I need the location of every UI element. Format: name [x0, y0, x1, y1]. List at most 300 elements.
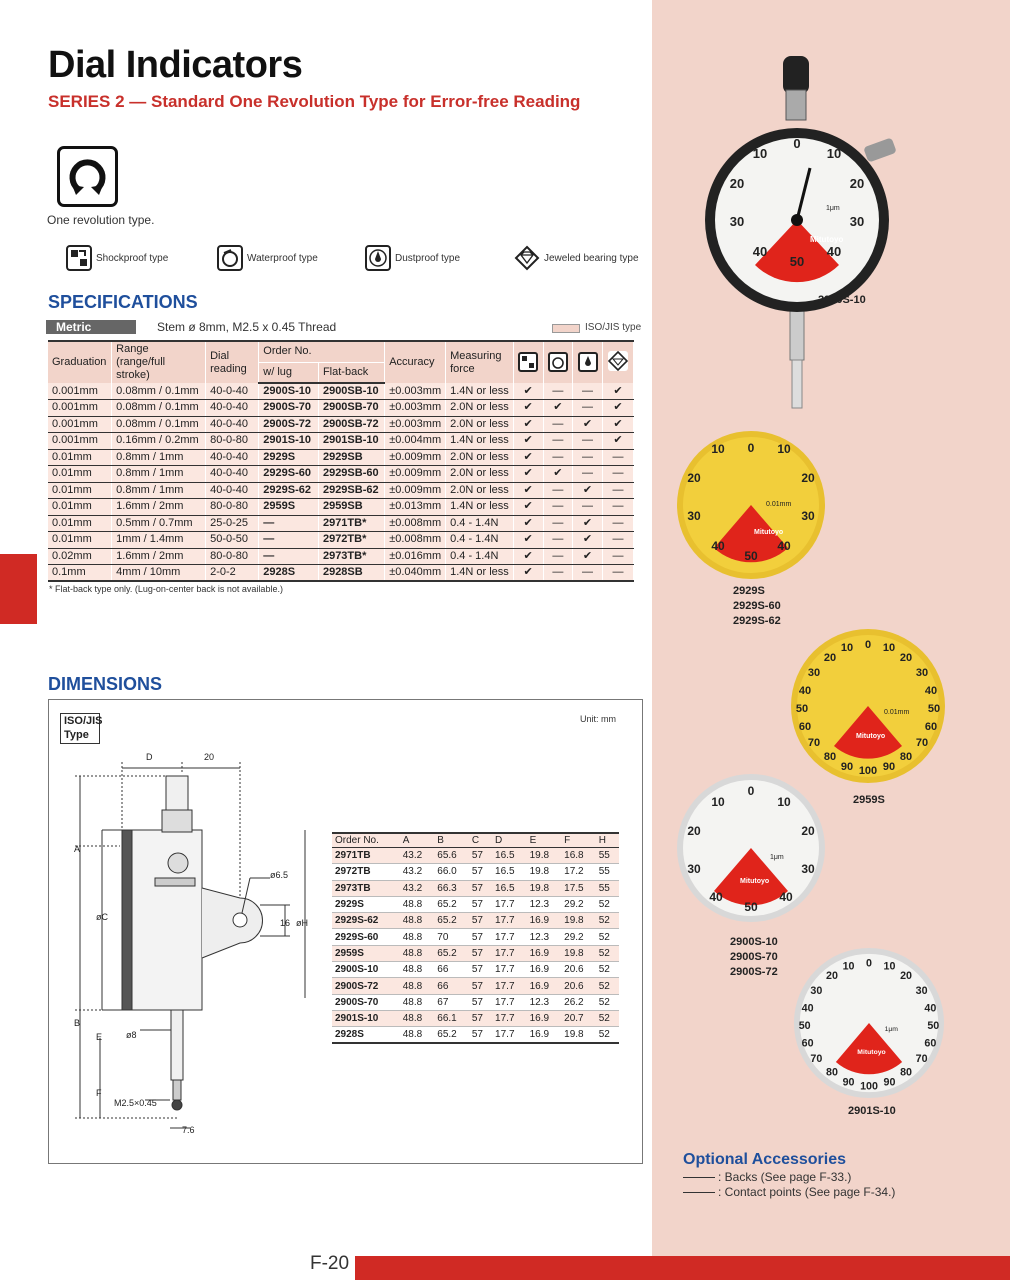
svg-text:50: 50 — [789, 254, 805, 269]
svg-text:90: 90 — [883, 1076, 896, 1089]
svg-text:20: 20 — [899, 652, 913, 664]
svg-text:70: 70 — [807, 737, 821, 749]
svg-text:10: 10 — [777, 442, 791, 456]
spec-cell-grad: 0.01mm — [48, 499, 112, 516]
spec-cell-jewel: ✔ — [602, 383, 633, 400]
dim-label-phi8: ø8 — [126, 1030, 137, 1040]
spec-row — [48, 433, 634, 450]
spec-cell-range: 0.08mm / 0.1mm — [112, 400, 206, 417]
dim-cell: 19.8 — [561, 913, 596, 929]
col-waterproof — [543, 341, 573, 383]
spec-cell-shock: ✔ — [513, 515, 543, 532]
svg-text:20: 20 — [849, 176, 865, 191]
dimensions-table — [332, 832, 619, 1044]
spec-cell-force: 2.0N or less — [446, 449, 514, 466]
page-subtitle: SERIES 2 — Standard One Revolution Type for Error-free Reading — [48, 92, 581, 111]
dim-cell: 57 — [469, 880, 492, 896]
spec-cell-jewel: ✔ — [602, 400, 633, 417]
spec-cell-dial: 25-0-25 — [206, 515, 259, 532]
dim-label-f: F — [96, 1088, 102, 1098]
spec-cell-grad: 0.01mm — [48, 466, 112, 483]
svg-text:20: 20 — [801, 471, 815, 485]
spec-cell-dial: 40-0-40 — [206, 466, 259, 483]
dim-cell: 57 — [469, 994, 492, 1010]
spec-cell-water: — — [543, 416, 573, 433]
dim-cell: 66 — [434, 978, 469, 994]
spec-cell-force: 0.4 - 1.4N — [446, 548, 514, 565]
dim-row — [332, 896, 619, 912]
spec-footnote: * Flat-back type only. (Lug-on-center back is not available.) — [49, 584, 283, 594]
dim-cell: 20.6 — [561, 962, 596, 978]
dim-cell: 16.5 — [492, 864, 527, 880]
spec-cell-dial: 80-0-80 — [206, 433, 259, 450]
spec-cell-lug: 2900S-72 — [259, 416, 319, 433]
dim-cell: 66.0 — [434, 864, 469, 880]
spec-cell-lug: 2929S — [259, 449, 319, 466]
spec-cell-flat: 2929SB-62 — [318, 482, 384, 499]
dim-cell: 65.2 — [434, 896, 469, 912]
svg-text:50: 50 — [927, 1019, 940, 1032]
dim-cell: 52 — [596, 994, 619, 1010]
spec-cell-lug: 2928S — [259, 565, 319, 582]
dim-cell: 57 — [469, 962, 492, 978]
spec-cell-dial: 40-0-40 — [206, 449, 259, 466]
spec-cell-shock: ✔ — [513, 565, 543, 582]
dim-label-b: B — [74, 1018, 81, 1028]
svg-text:0.01mm: 0.01mm — [766, 501, 792, 508]
dim-cell: 65.2 — [434, 945, 469, 961]
dial-face-2900S — [676, 773, 826, 923]
spec-cell-force: 0.4 - 1.4N — [446, 532, 514, 549]
dim-cell: 57 — [469, 1010, 492, 1026]
svg-text:30: 30 — [915, 984, 928, 997]
dim-cell: 16.9 — [527, 1027, 562, 1043]
svg-text:10: 10 — [883, 960, 896, 973]
spec-cell-grad: 0.01mm — [48, 482, 112, 499]
spec-cell-water: — — [543, 565, 573, 582]
spec-cell-range: 0.8mm / 1mm — [112, 466, 206, 483]
dim-col-header: D — [492, 833, 527, 848]
svg-text:30: 30 — [687, 509, 701, 523]
dim-cell: 57 — [469, 1027, 492, 1043]
dim-row — [332, 848, 619, 864]
dim-cell: 2929S — [332, 896, 400, 912]
spec-row — [48, 565, 634, 582]
spec-row — [48, 532, 634, 549]
spec-cell-acc: ±0.003mm — [385, 400, 446, 417]
spec-cell-shock: ✔ — [513, 499, 543, 516]
dim-cell: 26.2 — [561, 994, 596, 1010]
spec-cell-force: 1.4N or less — [446, 565, 514, 582]
spec-cell-grad: 0.001mm — [48, 383, 112, 400]
spec-cell-lug: 2900S-10 — [259, 383, 319, 400]
dim-cell: 52 — [596, 978, 619, 994]
spec-cell-flat: 2901SB-10 — [318, 433, 384, 450]
svg-text:40: 40 — [924, 685, 938, 697]
dim-cell: 29.2 — [561, 929, 596, 945]
dim-cell: 55 — [596, 864, 619, 880]
spec-cell-acc: ±0.009mm — [385, 466, 446, 483]
svg-text:40: 40 — [752, 244, 768, 259]
spec-cell-water: — — [543, 499, 573, 516]
spec-cell-dust: — — [573, 466, 603, 483]
shockproof-icon — [518, 352, 538, 372]
svg-text:90: 90 — [840, 761, 854, 773]
spec-cell-dust: ✔ — [573, 532, 603, 549]
dim-cell: 70 — [434, 929, 469, 945]
dim-cell: 17.7 — [492, 913, 527, 929]
spec-cell-force: 1.4N or less — [446, 499, 514, 516]
spec-cell-acc: ±0.013mm — [385, 499, 446, 516]
spec-cell-water: — — [543, 449, 573, 466]
svg-text:10: 10 — [752, 146, 768, 161]
dim-cell: 48.8 — [400, 978, 435, 994]
dim-cell: 2900S-72 — [332, 978, 400, 994]
dim-cell: 16.9 — [527, 962, 562, 978]
accessory-backs: : Backs (See page F-33.) — [683, 1170, 851, 1184]
svg-text:50: 50 — [744, 900, 758, 914]
dim-label-d: D — [146, 752, 153, 762]
jeweled-bearing-icon — [608, 351, 628, 371]
spec-cell-flat: 2959SB — [318, 499, 384, 516]
spec-cell-range: 1.6mm / 2mm — [112, 499, 206, 516]
svg-text:20: 20 — [729, 176, 745, 191]
dim-cell: 52 — [596, 896, 619, 912]
svg-text:60: 60 — [924, 721, 938, 733]
svg-text:1μm: 1μm — [884, 1025, 898, 1033]
svg-text:20: 20 — [900, 970, 912, 983]
spec-cell-acc: ±0.008mm — [385, 515, 446, 532]
dim-cell: 2972TB — [332, 864, 400, 880]
spec-cell-range: 1mm / 1.4mm — [112, 532, 206, 549]
dimension-drawing — [60, 748, 320, 1140]
svg-text:20: 20 — [801, 824, 815, 838]
dial-caption-2929S: 2929S 2929S-60 2929S-62 — [733, 585, 781, 627]
col-range: Range (range/full stroke) — [112, 341, 206, 383]
dim-cell: 52 — [596, 945, 619, 961]
dim-cell: 48.8 — [400, 913, 435, 929]
svg-text:30: 30 — [807, 667, 821, 679]
spec-cell-dial: 50-0-50 — [206, 532, 259, 549]
spec-cell-lug: 2929S-60 — [259, 466, 319, 483]
dim-cell: 19.8 — [561, 1027, 596, 1043]
svg-text:10: 10 — [842, 960, 855, 973]
dim-cell: 65.2 — [434, 1027, 469, 1043]
spec-cell-range: 0.5mm / 0.7mm — [112, 515, 206, 532]
dim-cell: 52 — [596, 1027, 619, 1043]
section-tab-marker — [0, 554, 37, 624]
optional-accessories-heading: Optional Accessories — [683, 1151, 847, 1168]
dim-cell: 43.2 — [400, 880, 435, 896]
spec-cell-water: — — [543, 532, 573, 549]
shockproof-icon — [66, 245, 92, 271]
specifications-table — [48, 340, 634, 582]
spec-cell-shock: ✔ — [513, 433, 543, 450]
spec-cell-acc: ±0.009mm — [385, 449, 446, 466]
hero-unit: 1μm — [826, 205, 840, 212]
dim-cell: 52 — [596, 1010, 619, 1026]
dim-col-header: H — [596, 833, 619, 848]
dim-cell: 66 — [434, 962, 469, 978]
svg-text:20: 20 — [826, 970, 838, 983]
spec-cell-grad: 0.1mm — [48, 565, 112, 582]
spec-cell-range: 0.08mm / 0.1mm — [112, 416, 206, 433]
footer-bar — [355, 1256, 1010, 1280]
spec-cell-acc: ±0.003mm — [385, 383, 446, 400]
dim-label-c: øC — [96, 912, 108, 922]
dim-label-a: A — [74, 844, 81, 854]
spec-cell-grad: 0.001mm — [48, 433, 112, 450]
spec-cell-force: 0.4 - 1.4N — [446, 515, 514, 532]
dim-cell: 55 — [596, 848, 619, 864]
dim-cell: 16.5 — [492, 848, 527, 864]
svg-text:30: 30 — [915, 667, 929, 679]
spec-cell-shock: ✔ — [513, 416, 543, 433]
dustproof-icon — [365, 245, 391, 271]
iso-legend-swatch — [552, 324, 580, 333]
dim-cell: 2971TB — [332, 848, 400, 864]
specifications-heading: SPECIFICATIONS — [48, 292, 198, 312]
svg-text:40: 40 — [798, 685, 812, 697]
spec-cell-dust: ✔ — [573, 482, 603, 499]
dim-cell: 16.5 — [492, 880, 527, 896]
dim-cell: 16.8 — [561, 848, 596, 864]
svg-text:10: 10 — [711, 795, 725, 809]
svg-text:20: 20 — [687, 471, 701, 485]
dim-cell: 19.8 — [527, 848, 562, 864]
dim-cell: 43.2 — [400, 848, 435, 864]
dim-col-header: B — [434, 833, 469, 848]
spec-cell-jewel: — — [602, 482, 633, 499]
dim-cell: 65.6 — [434, 848, 469, 864]
dim-row — [332, 962, 619, 978]
spec-cell-lug: — — [259, 532, 319, 549]
dim-row — [332, 864, 619, 880]
spec-cell-jewel: ✔ — [602, 416, 633, 433]
spec-cell-jewel: — — [602, 449, 633, 466]
col-jeweled — [602, 341, 633, 383]
spec-cell-flat: 2900SB-70 — [318, 400, 384, 417]
spec-cell-force: 2.0N or less — [446, 400, 514, 417]
dim-cell: 57 — [469, 896, 492, 912]
spec-cell-water: — — [543, 433, 573, 450]
dim-cell: 17.7 — [492, 929, 527, 945]
spec-cell-shock: ✔ — [513, 383, 543, 400]
dim-cell: 17.7 — [492, 1027, 527, 1043]
spec-row — [48, 515, 634, 532]
spec-cell-dust: ✔ — [573, 416, 603, 433]
svg-text:40: 40 — [711, 539, 725, 553]
svg-text:0: 0 — [793, 136, 801, 151]
dim-cell: 16.9 — [527, 978, 562, 994]
svg-text:40: 40 — [709, 890, 723, 904]
dim-label-76: 7.6 — [182, 1125, 195, 1135]
col-w-lug: w/ lug — [259, 362, 319, 383]
dim-row — [332, 1010, 619, 1026]
spec-cell-dust: — — [573, 433, 603, 450]
dim-cell: 17.2 — [561, 864, 596, 880]
spec-row — [48, 499, 634, 516]
dim-cell: 20.7 — [561, 1010, 596, 1026]
stem-note: Stem ø 8mm, M2.5 x 0.45 Thread — [157, 320, 337, 334]
spec-cell-dial: 40-0-40 — [206, 416, 259, 433]
spec-cell-dial: 40-0-40 — [206, 383, 259, 400]
spec-cell-dust: — — [573, 449, 603, 466]
dim-label-thread: M2.5×0.45 — [114, 1098, 157, 1108]
dim-cell: 2900S-10 — [332, 962, 400, 978]
spec-cell-grad: 0.01mm — [48, 532, 112, 549]
shockproof-legend: Shockproof type — [66, 244, 168, 272]
spec-cell-force: 2.0N or less — [446, 466, 514, 483]
spec-cell-water: — — [543, 383, 573, 400]
svg-text:Mitutoyo: Mitutoyo — [740, 878, 770, 885]
spec-cell-lug: — — [259, 548, 319, 565]
spec-cell-shock: ✔ — [513, 400, 543, 417]
svg-text:80: 80 — [823, 751, 837, 763]
spec-cell-water: — — [543, 515, 573, 532]
svg-text:70: 70 — [915, 1052, 928, 1065]
spec-cell-grad: 0.01mm — [48, 515, 112, 532]
spec-cell-flat: 2928SB — [318, 565, 384, 582]
svg-text:0: 0 — [747, 441, 755, 455]
dim-cell: 52 — [596, 962, 619, 978]
dim-cell: 57 — [469, 848, 492, 864]
dim-cell: 48.8 — [400, 945, 435, 961]
dim-row — [332, 913, 619, 929]
col-flat-back: Flat-back — [318, 362, 384, 383]
spec-cell-lug: 2959S — [259, 499, 319, 516]
dim-cell: 17.7 — [492, 945, 527, 961]
spec-cell-range: 4mm / 10mm — [112, 565, 206, 582]
svg-text:0: 0 — [747, 784, 755, 798]
svg-text:20: 20 — [687, 824, 701, 838]
spec-cell-water: — — [543, 482, 573, 499]
spec-cell-acc: ±0.040mm — [385, 565, 446, 582]
svg-text:70: 70 — [915, 737, 929, 749]
metric-tag: Metric — [46, 320, 136, 334]
dim-cell: 57 — [469, 978, 492, 994]
svg-text:30: 30 — [801, 862, 815, 876]
dial-caption-2900S: 2900S-10 2900S-70 2900S-72 — [730, 936, 778, 978]
svg-text:10: 10 — [777, 795, 791, 809]
dim-cell: 17.7 — [492, 962, 527, 978]
spec-cell-dial: 40-0-40 — [206, 482, 259, 499]
col-dial-reading: Dial reading — [206, 341, 259, 383]
iso-jis-type-label: ISO/JIS Type — [60, 713, 100, 744]
spec-cell-water: — — [543, 548, 573, 565]
spec-cell-grad: 0.001mm — [48, 400, 112, 417]
spec-cell-flat: 2900SB-10 — [318, 383, 384, 400]
dim-label-16: 16 — [280, 918, 291, 928]
dim-cell: 19.8 — [561, 945, 596, 961]
spec-cell-jewel: — — [602, 532, 633, 549]
dim-cell: 48.8 — [400, 929, 435, 945]
dial-face-2959S — [790, 628, 946, 784]
spec-cell-acc: ±0.008mm — [385, 532, 446, 549]
dim-cell: 52 — [596, 913, 619, 929]
svg-text:40: 40 — [801, 1002, 814, 1015]
svg-text:0: 0 — [866, 957, 872, 970]
svg-text:80: 80 — [826, 1066, 838, 1079]
col-measuring-force: Measuring force — [446, 341, 514, 383]
dim-cell: 57 — [469, 913, 492, 929]
svg-text:40: 40 — [826, 244, 842, 259]
spec-cell-water: ✔ — [543, 466, 573, 483]
dim-cell: 43.2 — [400, 864, 435, 880]
dim-cell: 20.6 — [561, 978, 596, 994]
dim-cell: 16.9 — [527, 945, 562, 961]
page-number: F-20 — [310, 1253, 350, 1274]
spec-row — [48, 449, 634, 466]
dim-cell: 48.8 — [400, 1027, 435, 1043]
spec-cell-flat: 2973TB* — [318, 548, 384, 565]
spec-cell-range: 0.8mm / 1mm — [112, 449, 206, 466]
dim-cell: 12.3 — [527, 929, 562, 945]
dim-cell: 19.8 — [527, 864, 562, 880]
col-accuracy: Accuracy — [385, 341, 446, 383]
spec-cell-shock: ✔ — [513, 449, 543, 466]
spec-cell-flat: 2929SB — [318, 449, 384, 466]
dim-cell: 48.8 — [400, 962, 435, 978]
svg-text:0: 0 — [864, 639, 872, 651]
svg-text:50: 50 — [798, 1019, 811, 1032]
dim-cell: 57 — [469, 864, 492, 880]
spec-cell-grad: 0.02mm — [48, 548, 112, 565]
dim-cell: 48.8 — [400, 896, 435, 912]
dim-cell: 48.8 — [400, 1010, 435, 1026]
spec-cell-lug: — — [259, 515, 319, 532]
dim-label-phi65: ø6.5 — [270, 870, 289, 880]
page-title: Dial Indicators — [48, 44, 303, 86]
svg-text:20: 20 — [823, 652, 837, 664]
spec-row — [48, 548, 634, 565]
dim-cell: 57 — [469, 929, 492, 945]
one-revolution-caption: One revolution type. — [47, 213, 155, 227]
dim-cell: 2901S-10 — [332, 1010, 400, 1026]
svg-text:40: 40 — [924, 1002, 937, 1015]
svg-text:60: 60 — [798, 721, 812, 733]
spec-cell-dust: ✔ — [573, 548, 603, 565]
svg-text:60: 60 — [924, 1037, 937, 1050]
spec-cell-shock: ✔ — [513, 482, 543, 499]
spec-cell-dial: 80-0-80 — [206, 548, 259, 565]
waterproof-legend: Waterproof type — [217, 244, 318, 272]
svg-text:100: 100 — [858, 765, 878, 777]
dim-cell: 66.3 — [434, 880, 469, 896]
dim-cell: 16.9 — [527, 1010, 562, 1026]
unit-label: Unit: mm — [580, 714, 616, 724]
dim-cell: 16.9 — [527, 913, 562, 929]
dim-cell: 2928S — [332, 1027, 400, 1043]
svg-text:Mitutoyo: Mitutoyo — [857, 1049, 886, 1057]
col-dustproof — [573, 341, 603, 383]
spec-cell-acc: ±0.003mm — [385, 416, 446, 433]
dim-cell: 19.8 — [527, 880, 562, 896]
svg-text:100: 100 — [860, 1080, 878, 1093]
dim-cell: 17.7 — [492, 994, 527, 1010]
svg-text:50: 50 — [927, 703, 941, 715]
svg-text:Mitutoyo: Mitutoyo — [754, 529, 784, 536]
svg-text:30: 30 — [729, 214, 745, 229]
dim-col-header: E — [527, 833, 562, 848]
spec-cell-force: 2.0N or less — [446, 416, 514, 433]
spec-cell-jewel: ✔ — [602, 433, 633, 450]
dim-cell: 2959S — [332, 945, 400, 961]
svg-text:40: 40 — [779, 890, 793, 904]
svg-text:80: 80 — [899, 751, 913, 763]
dim-cell: 2973TB — [332, 880, 400, 896]
svg-text:10: 10 — [711, 442, 725, 456]
